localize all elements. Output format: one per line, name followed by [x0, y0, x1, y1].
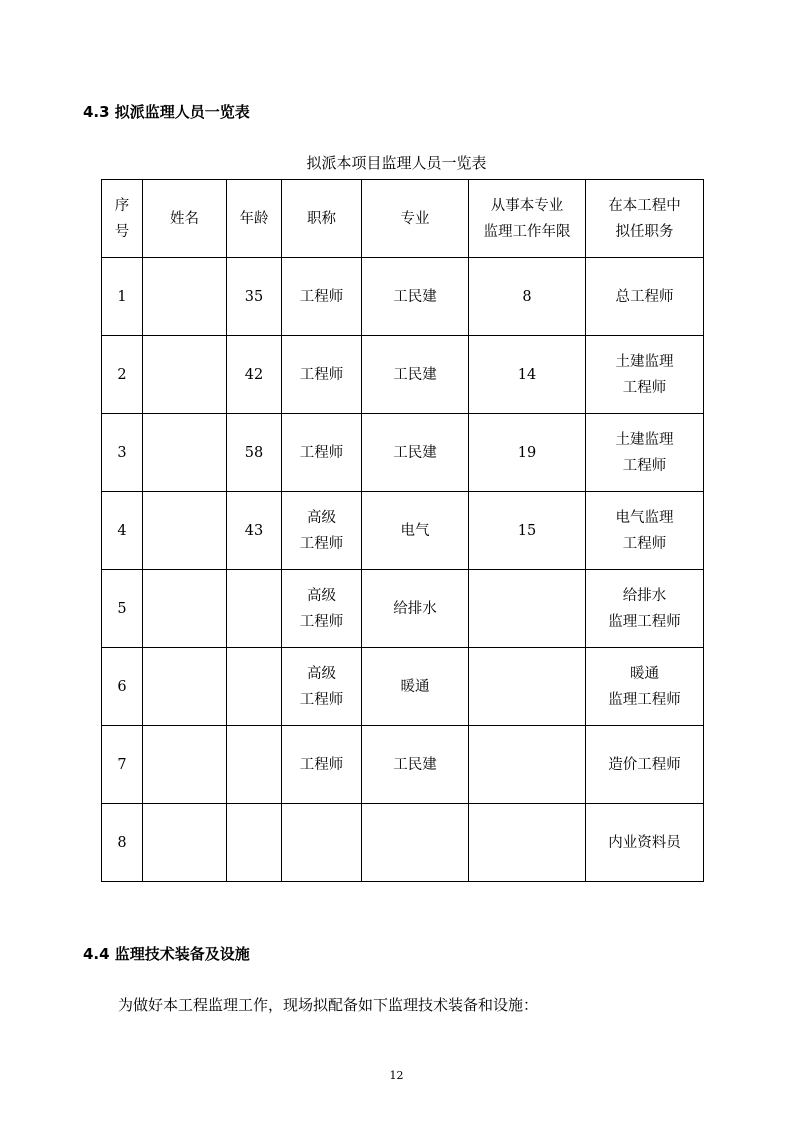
header-major: 专业: [362, 180, 469, 258]
cell-seq: 3: [102, 414, 143, 492]
table-header-row: [102, 180, 704, 258]
cell-major: 工民建: [362, 336, 469, 414]
cell-years: 19: [469, 414, 586, 492]
cell-age: [227, 804, 282, 882]
cell-seq: 7: [102, 726, 143, 804]
header-duty: 在本工程中 拟任职务: [586, 180, 704, 258]
cell-duty-line: 总工程师: [615, 288, 674, 305]
cell-major: 工民建: [362, 258, 469, 336]
cell-duty: [586, 726, 704, 804]
cell-duty: [586, 804, 704, 882]
cell-name: [143, 258, 227, 336]
cell-major: 工民建: [362, 726, 469, 804]
cell-seq: 1: [102, 258, 143, 336]
cell-age: 35: [227, 258, 282, 336]
cell-duty: [586, 336, 704, 414]
cell-age: [227, 570, 282, 648]
cell-title-line: 工程师: [299, 366, 344, 383]
cell-seq: 2: [102, 336, 143, 414]
cell-title-line: 工程师: [299, 535, 344, 552]
cell-age: [227, 726, 282, 804]
cell-years: [469, 570, 586, 648]
cell-years: [469, 648, 586, 726]
cell-age: 58: [227, 414, 282, 492]
table-row: [102, 726, 704, 804]
table-row: [102, 570, 704, 648]
table-row: [102, 804, 704, 882]
cell-duty: [586, 492, 704, 570]
cell-duty-line: 工程师: [622, 457, 667, 474]
cell-title-line: 工程师: [299, 288, 344, 305]
table-row: [102, 414, 704, 492]
header-years: 从事本专业 监理工作年限: [469, 180, 586, 258]
cell-title: [282, 648, 362, 726]
page-number: 12: [389, 1069, 404, 1082]
cell-name: [143, 336, 227, 414]
cell-title-line: 工程师: [299, 756, 344, 773]
cell-duty-line: 土建监理: [615, 431, 674, 448]
section-heading-4-4: 4.4 监理技术装备及设施: [83, 945, 250, 963]
cell-duty-line: 内业资料员: [608, 834, 681, 851]
cell-name: [143, 570, 227, 648]
cell-years: 15: [469, 492, 586, 570]
cell-name: [143, 648, 227, 726]
cell-duty-line: 监理工程师: [608, 613, 681, 630]
table-caption: 拟派本项目监理人员一览表: [306, 154, 487, 172]
table-row: [102, 336, 704, 414]
header-name: 姓名: [143, 180, 227, 258]
cell-title: [282, 258, 362, 336]
header-seq: 序 号: [102, 180, 143, 258]
cell-title-line: 工程师: [299, 691, 344, 708]
cell-seq: 6: [102, 648, 143, 726]
header-title: 职称: [282, 180, 362, 258]
cell-title: [282, 726, 362, 804]
section-heading-4-3: 4.3 拟派监理人员一览表: [83, 103, 250, 121]
cell-title-line: 工程师: [299, 613, 344, 630]
cell-duty: [586, 414, 704, 492]
cell-title: [282, 570, 362, 648]
cell-title-line: 高级: [307, 665, 336, 682]
cell-duty: [586, 648, 704, 726]
cell-seq: 8: [102, 804, 143, 882]
cell-duty-line: 监理工程师: [608, 691, 681, 708]
cell-title: [282, 414, 362, 492]
body-paragraph: 为做好本工程监理工作，现场拟配备如下监理技术装备和设施：: [118, 996, 539, 1014]
cell-title-line: 高级: [307, 509, 336, 526]
cell-major: 工民建: [362, 414, 469, 492]
cell-years: [469, 804, 586, 882]
cell-duty: [586, 258, 704, 336]
cell-name: [143, 492, 227, 570]
cell-title-line: 工程师: [299, 444, 344, 461]
cell-duty-line: 造价工程师: [608, 756, 681, 773]
cell-duty-line: 土建监理: [615, 353, 674, 370]
cell-age: 43: [227, 492, 282, 570]
cell-title-line: 高级: [307, 587, 336, 604]
cell-age: [227, 648, 282, 726]
cell-name: [143, 414, 227, 492]
cell-duty-line: 工程师: [622, 535, 667, 552]
table-row: [102, 492, 704, 570]
cell-duty-line: 暖通: [630, 665, 659, 682]
cell-major: 电气: [362, 492, 469, 570]
cell-name: [143, 726, 227, 804]
table-row: [102, 648, 704, 726]
cell-seq: 5: [102, 570, 143, 648]
cell-duty-line: 给排水: [622, 587, 667, 604]
staff-table: [101, 179, 704, 882]
cell-years: 14: [469, 336, 586, 414]
cell-title: [282, 492, 362, 570]
cell-years: 8: [469, 258, 586, 336]
cell-name: [143, 804, 227, 882]
cell-duty: [586, 570, 704, 648]
table-row: [102, 258, 704, 336]
header-age: 年龄: [227, 180, 282, 258]
cell-major: 暖通: [362, 648, 469, 726]
cell-title: [282, 336, 362, 414]
cell-seq: 4: [102, 492, 143, 570]
cell-duty-line: 电气监理: [615, 509, 674, 526]
cell-age: 42: [227, 336, 282, 414]
cell-title: [282, 804, 362, 882]
cell-major: [362, 804, 469, 882]
cell-duty-line: 工程师: [622, 379, 667, 396]
cell-major: 给排水: [362, 570, 469, 648]
cell-years: [469, 726, 586, 804]
